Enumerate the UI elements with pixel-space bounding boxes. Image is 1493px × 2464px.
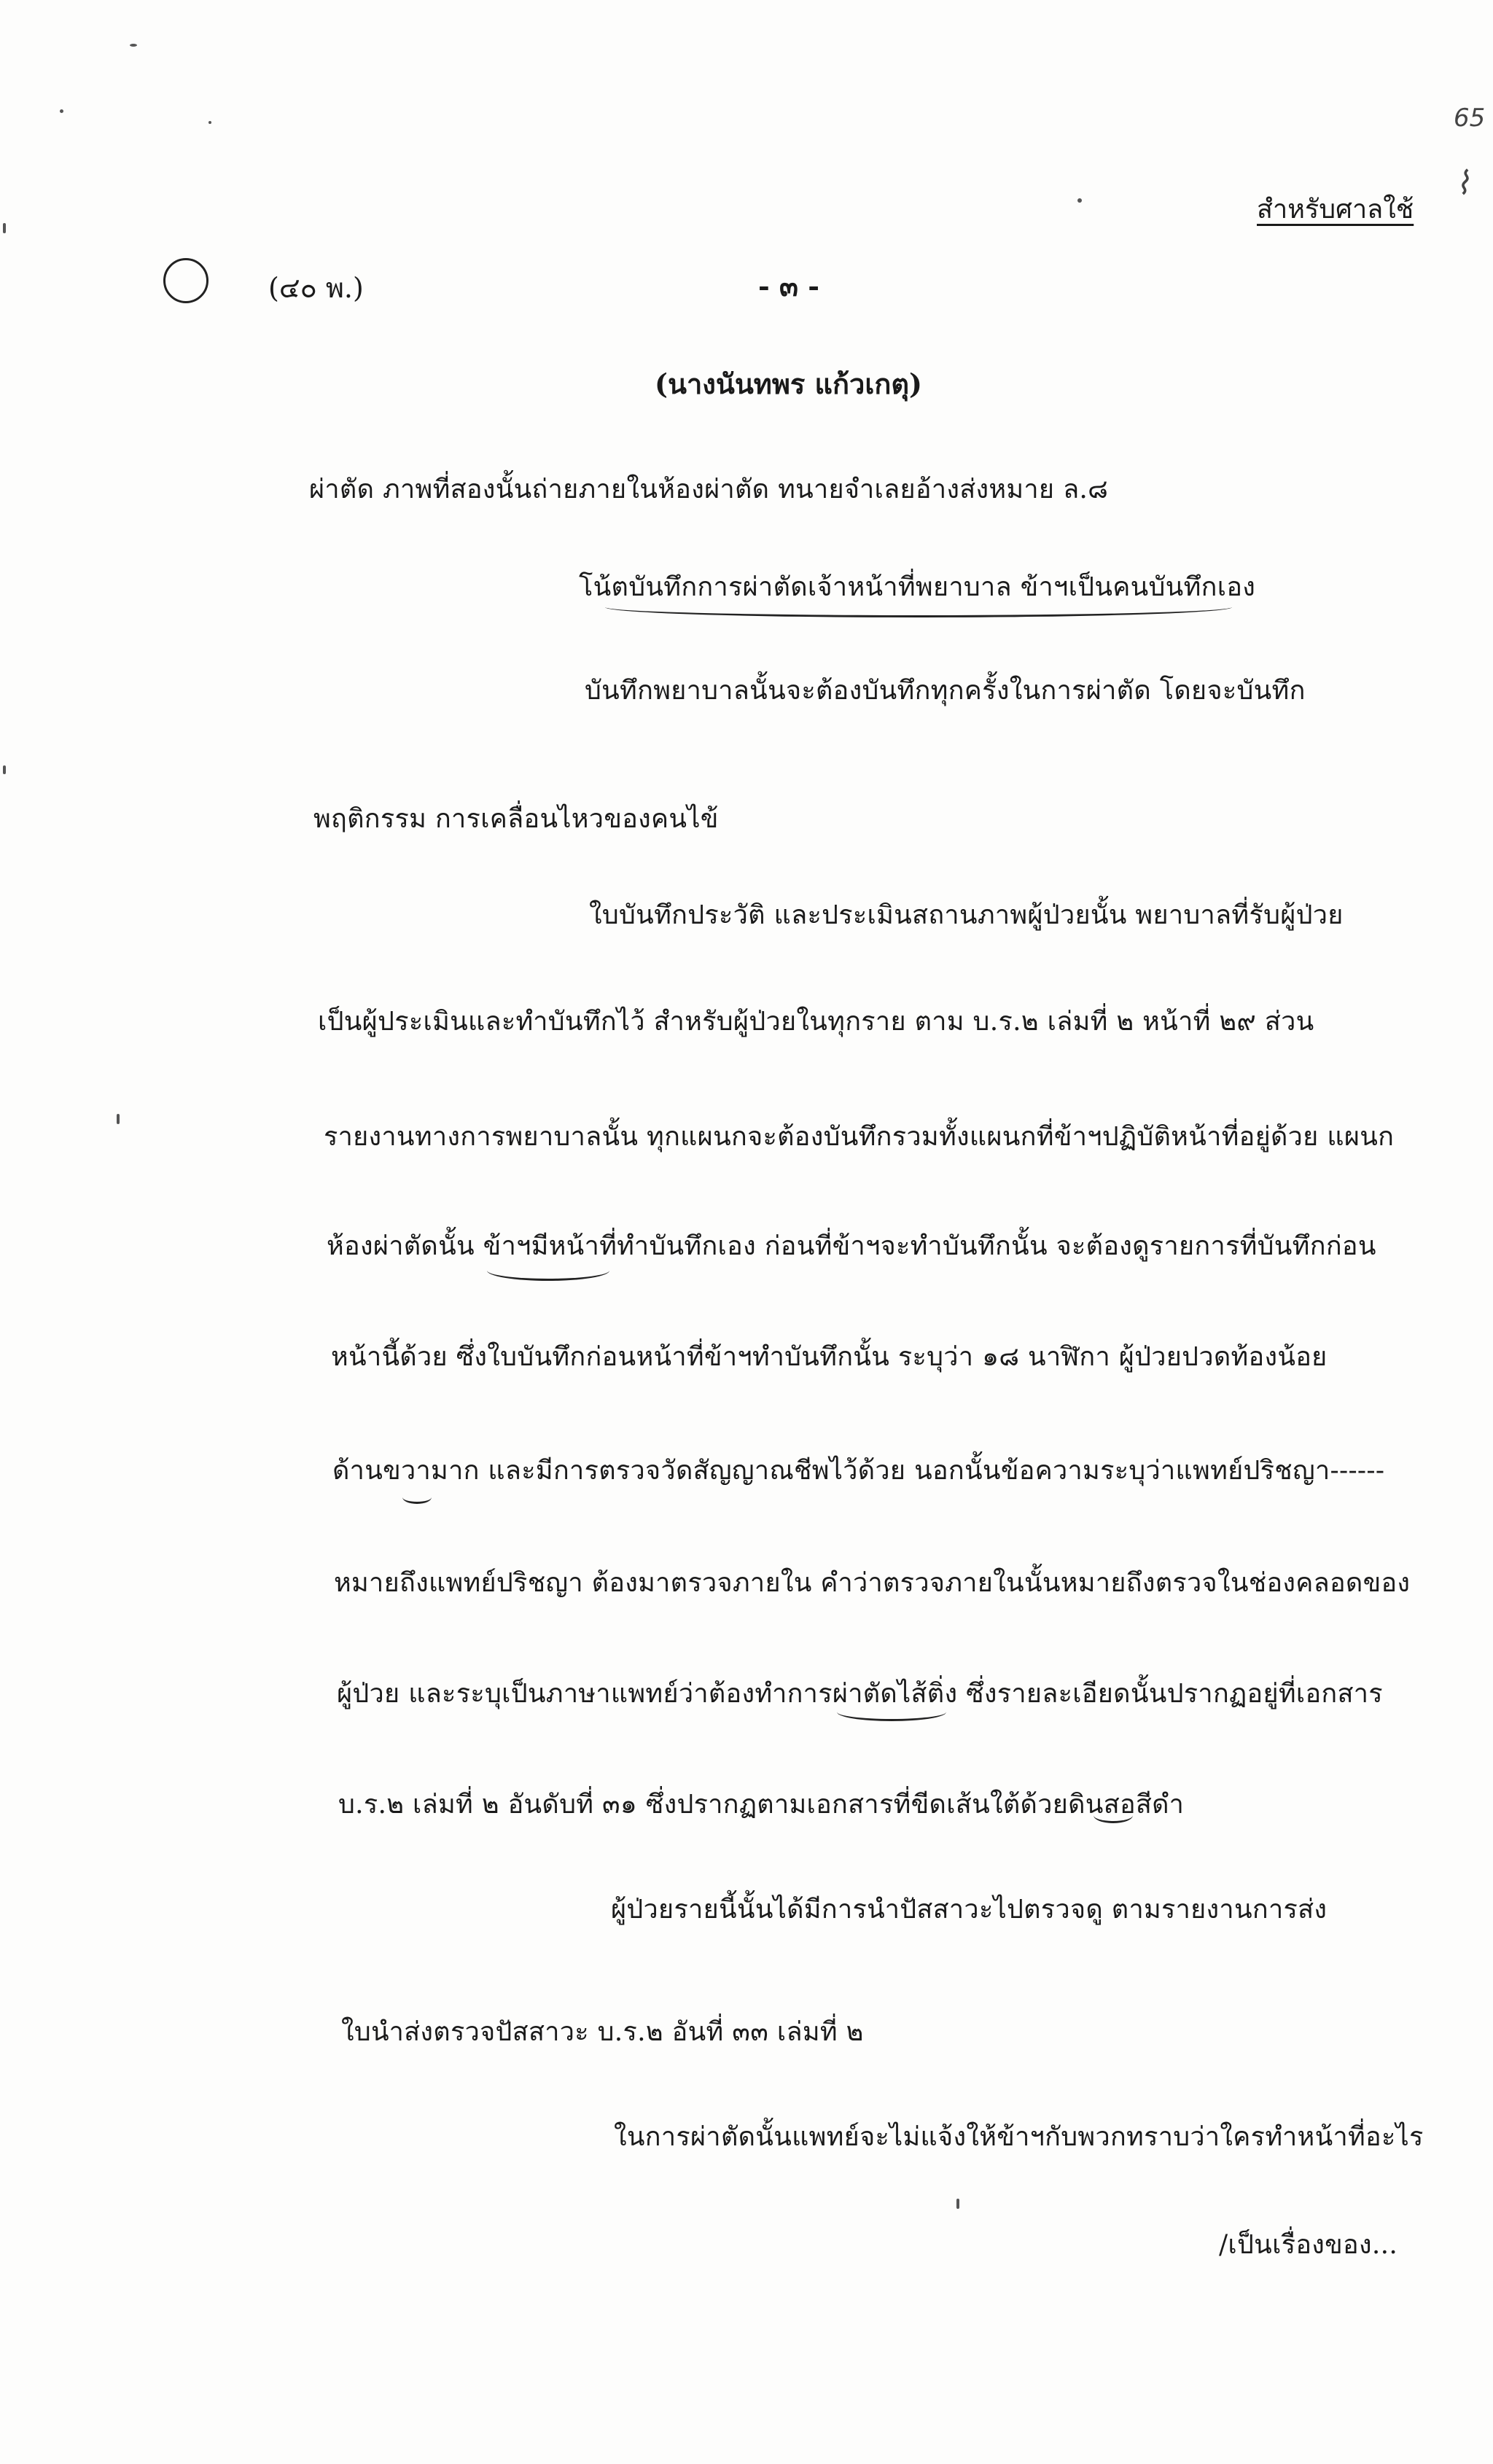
body-line-7: รายงานทางการพยาบาลนั้น ทุกแผนกจะต้องบันทึกรวมทั้งแผนกที่ข้าฯปฏิบัติหน้าที่อยู่ด้วย แผนก — [324, 1122, 1395, 1152]
margin-mark: ⌇ — [1455, 165, 1471, 202]
body-line-3: บันทึกพยาบาลนั้นจะต้องบันทึกทุกครั้งในการผ่าตัด โดยจะบันทึก — [585, 676, 1306, 706]
body-line-11: หมายถึงแพทย์ปริชญา ต้องมาตรวจภายใน คำว่าตรวจภายในนั้นหมายถึงตรวจในช่องคลอดของ — [334, 1568, 1411, 1598]
body-line-4: พฤติกรรม การเคลื่อนไหวของคนไข้ — [313, 804, 719, 834]
body-line-6: เป็นผู้ประเมินและทำบันทึกไว้ สำหรับผู้ป่วยในทุกราย ตาม บ.ร.๒ เล่มที่ ๒ หน้าที่ ๒๙ ส่วน — [318, 1007, 1314, 1037]
scan-speck — [130, 44, 137, 47]
page-number: - ๓ - — [758, 270, 819, 303]
scan-speck — [3, 223, 6, 233]
body-line-1: ผ่าตัด ภาพที่สองนั้นถ่ายภายในห้องผ่าตัด ทนายจำเลยอ้างส่งหมาย ล.๘ — [309, 475, 1109, 504]
scan-speck — [3, 765, 6, 774]
body-line-15: ใบนำส่งตรวจปัสสาวะ บ.ร.๒ อันที่ ๓๓ เล่มที่ ๒ — [341, 2017, 864, 2047]
margin-note: 65 — [1454, 104, 1486, 133]
form-code: (๔๐ พ.) — [268, 272, 364, 304]
body-line-8: ห้องผ่าตัดนั้น ข้าฯมีหน้าที่ทำบันทึกเอง ก่อนที่ข้าฯจะทำบันทึกนั้น จะต้องดูรายการที่บันทึกก่อน — [327, 1231, 1376, 1261]
body-line-12: ผู้ป่วย และระบุเป็นภาษาแพทย์ว่าต้องทำการผ่าตัดไส้ติ่ง ซึ่งรายละเอียดนั้นปรากฏอยู่ที่เอกสาร — [337, 1679, 1383, 1709]
scan-speck — [208, 121, 211, 124]
body-line-9: หน้านี้ด้วย ซึ่งใบบันทึกก่อนหน้าที่ข้าฯทำบันทึกนั้น ระบุว่า ๑๘ นาฬิกา ผู้ป่วยปวดท้องน้อย — [331, 1342, 1328, 1372]
body-line-10: ด้านขวามาก และมีการตรวจวัดสัญญาณชีพไว้ด้วย นอกนั้นข้อความระบุว่าแพทย์ปริชญา------ — [332, 1456, 1385, 1486]
witness-name: (นางนันทพร แก้วเกตุ) — [655, 367, 923, 400]
scan-speck — [117, 1114, 120, 1124]
pencil-underline — [837, 1710, 946, 1721]
body-line-2: โน้ตบันทึกการผ่าตัดเจ้าหน้าที่พยาบาล ข้าฯเป็นคนบันทึกเอง — [579, 572, 1256, 602]
pencil-underline — [487, 1268, 609, 1281]
scan-speck — [956, 2199, 959, 2209]
body-line-16: ในการผ่าตัดนั้นแพทย์จะไม่แจ้งให้ข้าฯกับพวกทราบว่าใครทำหน้าที่อะไร — [614, 2122, 1424, 2152]
continuation-text: /เป็นเรื่องของ... — [1219, 2230, 1398, 2260]
body-line-5: ใบบันทึกประวัติ และประเมินสถานภาพผู้ป่วยนั้น พยาบาลที่รับผู้ป่วย — [589, 900, 1344, 930]
pencil-underline — [605, 605, 1232, 617]
body-line-13: บ.ร.๒ เล่มที่ ๒ อันดับที่ ๓๑ ซึ่งปรากฏตามเอกสารที่ขีดเส้นใต้ด้วยดินสอสีดำ — [338, 1790, 1185, 1820]
punch-hole-mark — [163, 258, 208, 303]
court-use-label: สำหรับศาลใช้ — [1257, 195, 1414, 225]
pencil-underline — [402, 1496, 432, 1504]
scan-speck — [60, 109, 63, 113]
scan-speck — [1077, 198, 1082, 203]
body-line-14: ผู้ป่วยรายนี้นั้นได้มีการนำปัสสาวะไปตรวจดู ตามรายงานการส่ง — [611, 1895, 1328, 1925]
